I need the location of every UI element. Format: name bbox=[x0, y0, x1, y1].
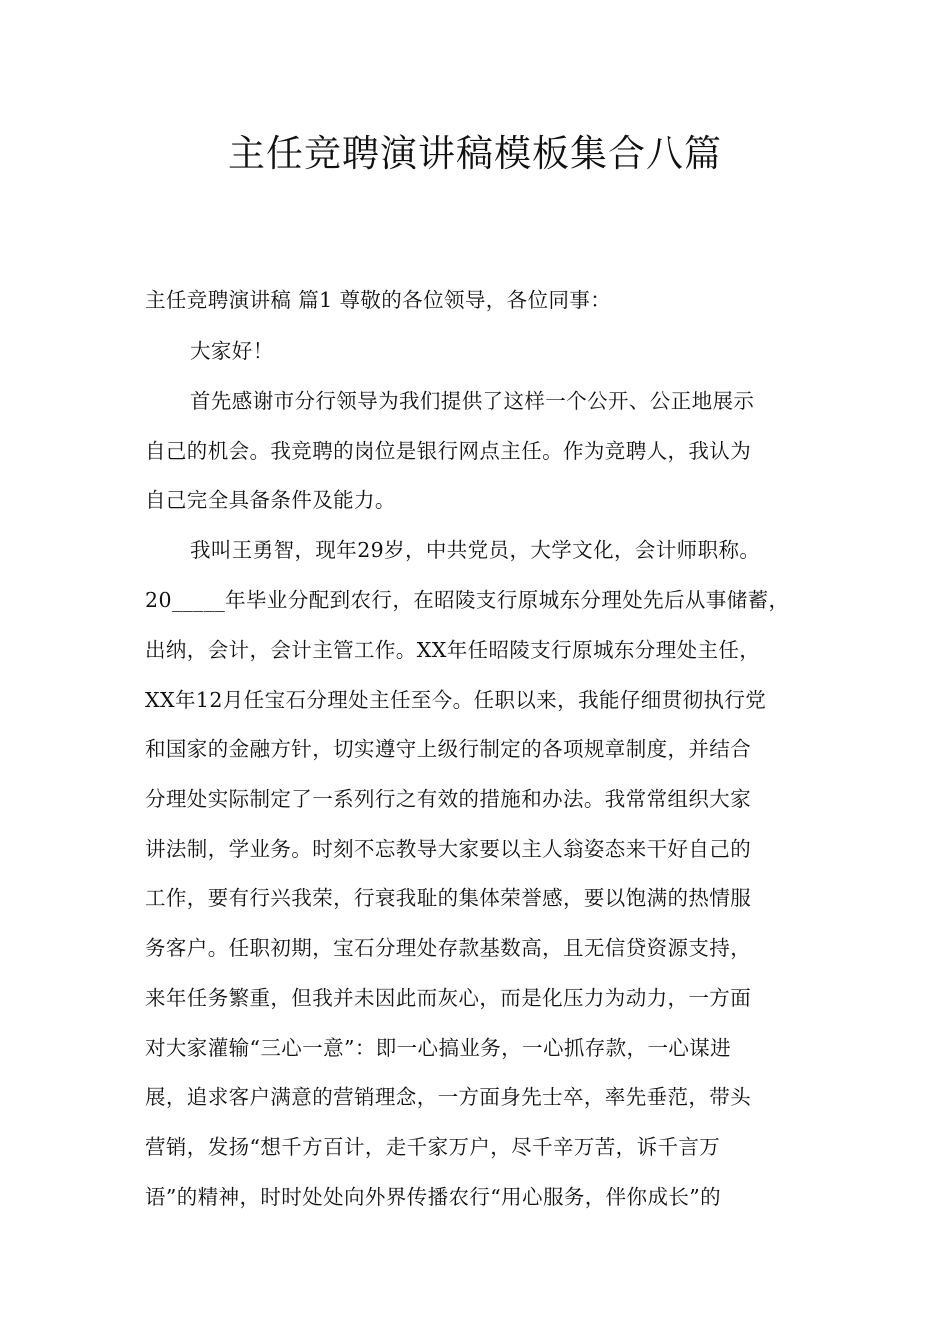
paragraph-line: 语”的精神，时时处处向外界传播农行“用心服务，伴你成长”的 bbox=[145, 1185, 722, 1209]
paragraph-line: 我叫王勇智，现年29岁，中共党员，大学文化，会计师职称。 bbox=[190, 538, 761, 562]
paragraph-line: 工作，要有行兴我荣，行衰我耻的集体荣誉感，要以饱满的热情服 bbox=[145, 886, 752, 910]
paragraph-line: 大家好！ bbox=[190, 339, 274, 363]
paragraph-line: 讲法制，学业务。时刻不忘教导大家要以主人翁姿态来干好自己的 bbox=[145, 837, 752, 861]
paragraph-line: 对大家灌输“三心一意”：即一心搞业务，一心抓存款，一心谋进 bbox=[145, 1036, 732, 1060]
paragraph-line: 和国家的金融方针，切实遵守上级行制定的各项规章制度，并结合 bbox=[145, 737, 752, 761]
paragraph-line: XX年12月任宝石分理处主任至今。任职以来，我能仔细贯彻执行党 bbox=[145, 688, 767, 712]
paragraph-line: 展，追求客户满意的营销理念，一方面身先士卒，率先垂范，带头 bbox=[145, 1085, 752, 1109]
paragraph-line: 营销，发扬“想千方百计，走千家万户，尽千辛万苦，诉千言万 bbox=[145, 1135, 721, 1159]
paragraph-line: 出纳，会计，会计主管工作。XX年任昭陵支行原城东分理处主任， bbox=[145, 638, 761, 662]
paragraph-line: 务客户。任职初期，宝石分理处存款基数高，且无信贷资源支持， bbox=[145, 936, 752, 960]
paragraph-line: 首先感谢市分行领导为我们提供了这样一个公开、公正地展示 bbox=[190, 389, 755, 413]
paragraph-line: 自己的机会。我竞聘的岗位是银行网点主任。作为竞聘人，我认为 bbox=[145, 439, 752, 463]
paragraph-line: 20_____年毕业分配到农行，在昭陵支行原城东分理处先后从事储蓄， bbox=[145, 588, 790, 612]
paragraph-line: 自己完全具备条件及能力。 bbox=[145, 488, 396, 512]
paragraph-line: 主任竞聘演讲稿 篇1 尊敬的各位领导，各位同事： bbox=[145, 288, 612, 312]
paragraph-line: 来年任务繁重，但我并未因此而灰心，而是化压力为动力，一方面 bbox=[145, 986, 752, 1010]
paragraph-line: 分理处实际制定了一系列行之有效的措施和办法。我常常组织大家 bbox=[145, 787, 752, 811]
document-title: 主任竞聘演讲稿模板集合八篇 bbox=[228, 132, 722, 175]
